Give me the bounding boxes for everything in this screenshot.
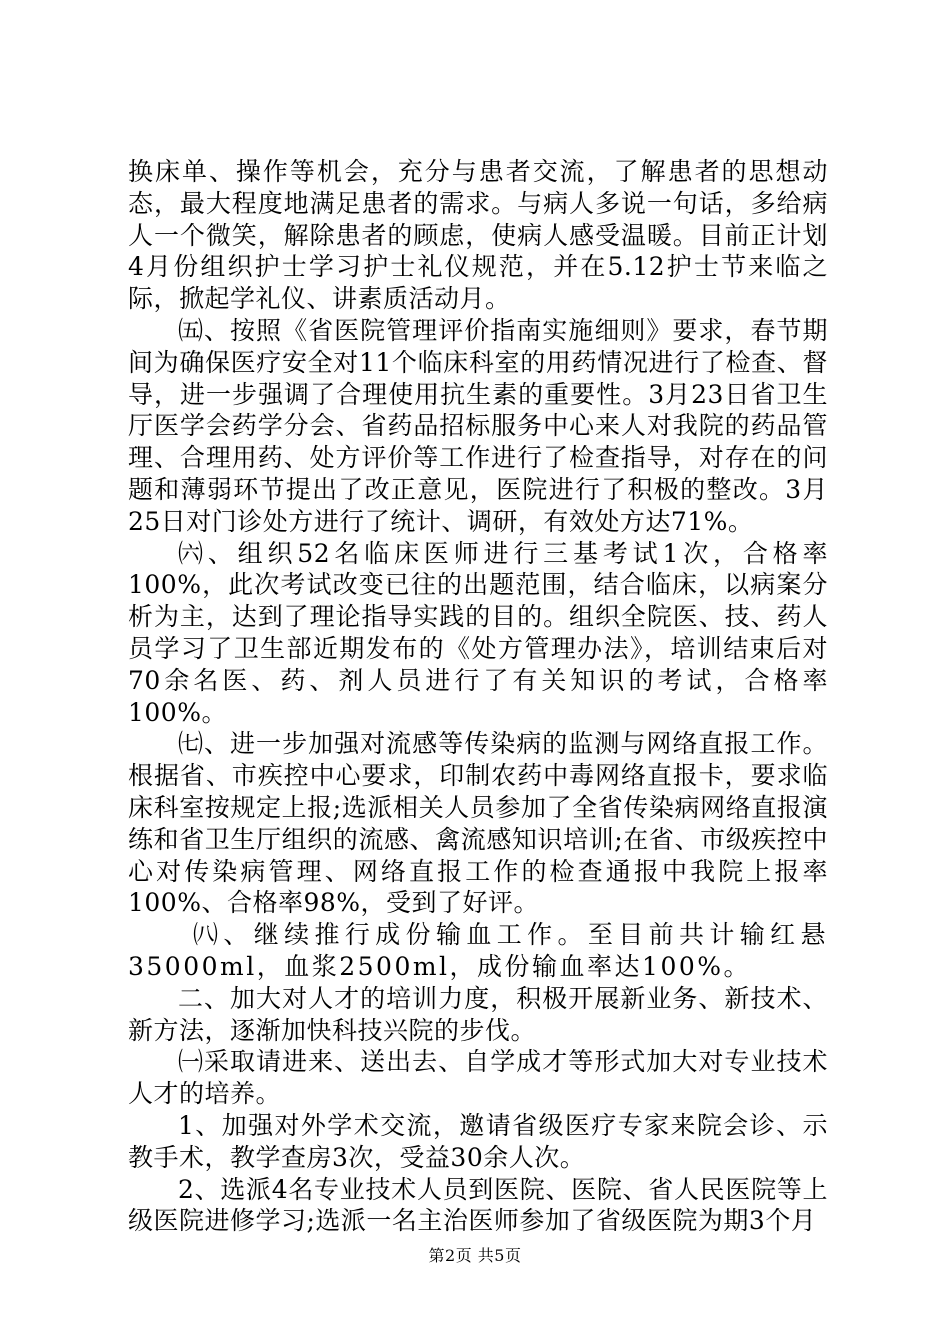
paragraph-item-7: ㈦、进一步加强对流感等传染病的监测与网络直报工作。根据省、市疾控中心要求，印制农药中毒网络直报卡，要求临床科室按规定上报;选派相关人员参加了全省传染病网络直报演练和省卫生厅组织的流感、禽流感知识培训;在省、市级疾控中心对传染病管理、网络直报工作的检查通报中我院上报率100%、合格率98%，受到了好评。 xyxy=(128,729,828,918)
paragraph-point-1: 1、加强对外学术交流，邀请省级医疗专家来院会诊、示教手术，教学查房3次，受益30余人次。 xyxy=(128,1110,828,1172)
section-heading-2: 二、加大对人才的培训力度，积极开展新业务、新技术、新方法，逐渐加快科技兴院的步伐。 xyxy=(128,983,828,1045)
paragraph-sub-1: ㈠采取请进来、送出去、自学成才等形式加大对专业技术人才的培养。 xyxy=(128,1047,828,1109)
document-body xyxy=(128,156,828,1237)
paragraph-point-2: 2、选派4名专业技术人员到医院、医院、省人民医院等上级医院进修学习;选派一名主治医师参加了省级医院为期3个月 xyxy=(128,1174,828,1236)
paragraph-item-6: ㈥、组织52名临床医师进行三基考试1次，合格率100%，此次考试改变已往的出题范围，结合临床，以病案分析为主，达到了理论指导实践的目的。组织全院医、技、药人员学习了卫生部近期发布的《处方管理办法》，培训结束后对70余名医、药、剂人员进行了有关知识的考试，合格率100%。 xyxy=(128,538,828,727)
paragraph-item-8: ㈧、继续推行成份输血工作。至目前共计输红悬35000ml，血浆2500ml，成份输血率达100%。 xyxy=(128,920,828,981)
paragraph-item-5: ㈤、按照《省医院管理评价指南实施细则》要求，春节期间为确保医疗安全对11个临床科室的用药情况进行了检查、督导，进一步强调了合理使用抗生素的重要性。3月23日省卫生厅医学会药学分会、省药品招标服务中心来人对我院的药品管理、合理用药、处方评价等工作进行了检查指导，对存在的问题和薄弱环节提出了改正意见，医院进行了积极的整改。3月25日对门诊处方进行了统计、调研，有效处方达71%。 xyxy=(128,315,828,536)
paragraph-continued: 换床单、操作等机会，充分与患者交流，了解患者的思想动态，最大程度地满足患者的需求。与病人多说一句话，多给病人一个微笑，解除患者的顾虑，使病人感受温暖。目前正计划4月份组织护士学习护士礼仪规范，并在5.12护士节来临之际，掀起学礼仪、讲素质活动月。 xyxy=(128,157,828,314)
page-footer: 第2页 共5页 xyxy=(428,1246,522,1265)
